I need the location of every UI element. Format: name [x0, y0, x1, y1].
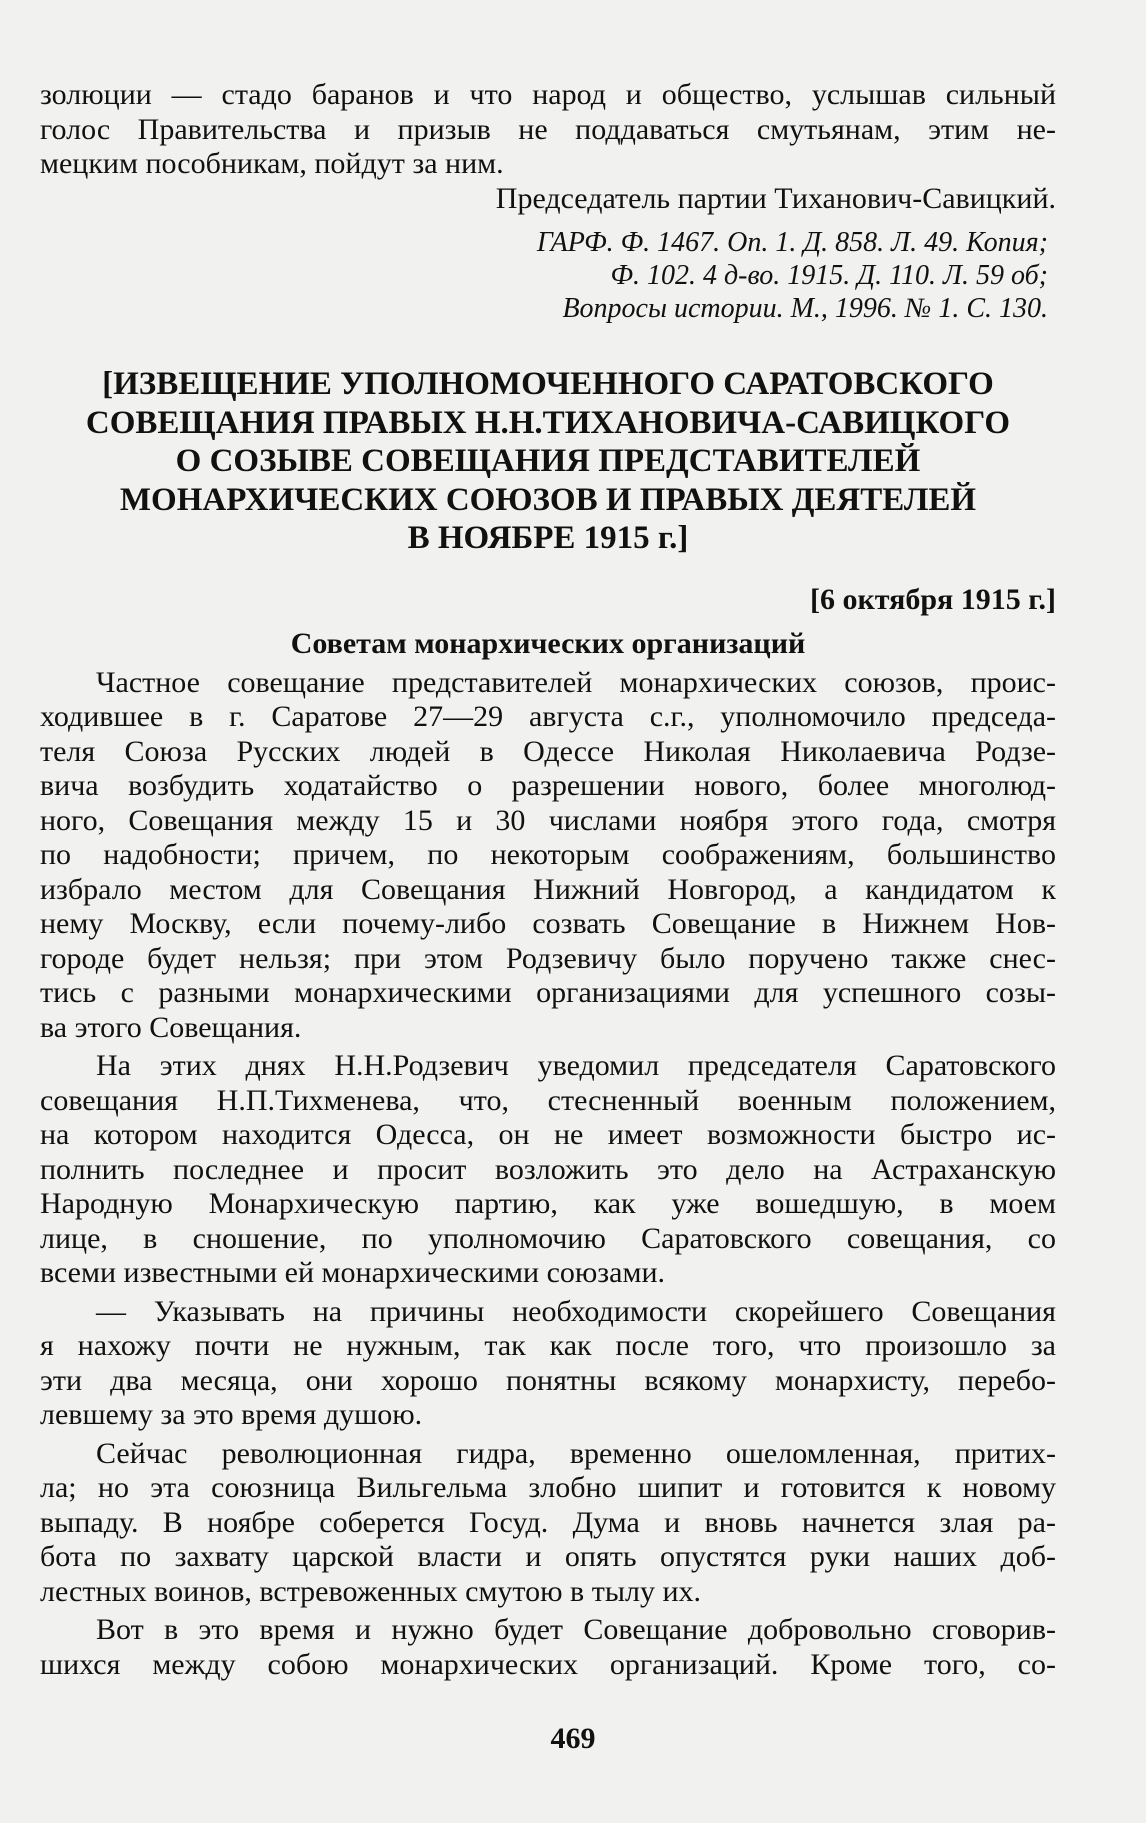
text-line: Вот в это время и нужно будет Совещание добровольно сговорив-: [96, 1613, 1056, 1646]
source-references: [40, 226, 1056, 325]
document-heading: [40, 365, 1056, 558]
document-page: [40, 78, 1056, 1682]
page-number: 469: [550, 1722, 596, 1755]
text-line: Частное совещание представителей монархических союзов, проис-: [96, 665, 1056, 699]
paragraph: [40, 1049, 1056, 1291]
heading-line: В НОЯБРЕ 1915 г.]: [407, 520, 689, 556]
addressee: Советам монархических организаций: [290, 627, 806, 660]
text-line: На этих днях Н.Н.Родзевич уведомил председателя Саратовского: [96, 1049, 1056, 1082]
text-line: избрало местом для Совещания Нижний Новгород, а кандидатом к: [40, 872, 1056, 906]
text-line: шихся между собою монархических организаций. Кроме того, со-: [40, 1647, 1056, 1681]
text-line: нему Москву, если почему-либо созвать Совещание в Нижнем Нов-: [40, 907, 1056, 940]
text-line: золюции — стадо баранов и что народ и общество, услышав сильный: [40, 78, 1056, 111]
paragraph: [40, 1613, 1056, 1682]
heading-line: [ИЗВЕЩЕНИЕ УПОЛНОМОЧЕННОГО САРАТОВСКОГО: [102, 366, 994, 402]
text-line: я нахожу почти не нужным, так как после того, что произошло за: [40, 1329, 1056, 1362]
text-line: теля Союза Русских людей в Одессе Николая Николаевича Родзе-: [40, 734, 1056, 768]
text-line: Сейчас революционная гидра, временно ошеломленная, притих-: [96, 1436, 1056, 1470]
heading-line: СОВЕЩАНИЯ ПРАВЫХ Н.Н.ТИХАНОВИЧА-САВИЦКОГО: [85, 404, 1011, 441]
signature: Председатель партии Тиханович-Савицкий.: [495, 181, 1056, 215]
heading-line: О СОЗЫВЕ СОВЕЩАНИЯ ПРЕДСТАВИТЕЛЕЙ: [175, 443, 921, 479]
text-line: полнить последнее и просит возложить это дело на Астраханскую: [40, 1152, 1056, 1186]
text-line: эти два месяца, они хорошо понятны всякому монархисту, перебо-: [40, 1363, 1056, 1397]
text-line: всеми известными ей монархическими союзами.: [40, 1256, 666, 1289]
text-line: на котором находится Одесса, он не имеет возможности быстро ис-: [40, 1118, 1056, 1151]
text-line: мецким пособникам, пойдут за ним.: [40, 147, 504, 180]
paragraph: [40, 1437, 1056, 1610]
text-line: лице, в сношение, по уполномочию Саратовского совещания, со: [40, 1221, 1056, 1255]
source-line: ГАРФ. Ф. 1467. Оп. 1. Д. 858. Л. 49. Копия;: [536, 227, 1048, 258]
text-line: тись с разными монархическими организациями для успешного созы-: [40, 976, 1056, 1009]
text-line: городе будет нельзя; при этом Родзевичу было поручено также снес-: [40, 941, 1056, 975]
source-line: Ф. 102. 4 д-во. 1915. Д. 110. Л. 59 об;: [610, 260, 1048, 291]
text-line: левшему за это время душою.: [40, 1398, 423, 1431]
text-line: совещания Н.П.Тихменева, что, стесненный военным положением,: [40, 1083, 1056, 1117]
heading-line: МОНАРХИЧЕСКИХ СОЮЗОВ И ПРАВЫХ ДЕЯТЕЛЕЙ: [119, 481, 977, 518]
text-line: выпаду. В ноябре соберется Госуд. Дума и вновь начнется злая ра-: [40, 1505, 1056, 1539]
text-line: вича возбудить ходатайство о разрешении нового, более многолюд-: [40, 769, 1056, 802]
text-line: ного, Совещания между 15 и 30 числами ноября этого года, смотря: [40, 803, 1056, 837]
source-line: Вопросы истории. М., 1996. № 1. С. 130.: [562, 293, 1048, 324]
paragraph: [40, 666, 1056, 1046]
document-date: [6 октября 1915 г.]: [810, 582, 1056, 616]
text-line: по надобности; причем, по некоторым соображениям, большинство: [40, 838, 1056, 871]
text-line: ва этого Совещания.: [40, 1010, 302, 1044]
text-line: бота по захвату царской власти и опять опустятся руки наших доб-: [40, 1540, 1056, 1573]
paragraph: [40, 1295, 1056, 1433]
text-line: ла; но эта союзница Вильгельма злобно шипит и готовится к новому: [40, 1471, 1056, 1504]
text-line: Народную Монархическую партию, как уже вошедшую, в моем: [40, 1187, 1056, 1220]
intro-text: [40, 78, 1056, 216]
text-line: — Указывать на причины необходимости скорейшего Совещания: [96, 1294, 1056, 1328]
text-line: ходившее в г. Саратове 27—29 августа с.г., уполномочило председа-: [40, 700, 1056, 733]
text-line: лестных воинов, встревоженных смутою в тылу их.: [40, 1574, 702, 1608]
text-line: голос Правительства и призыв не поддаваться смутьянам, этим не-: [40, 112, 1056, 146]
